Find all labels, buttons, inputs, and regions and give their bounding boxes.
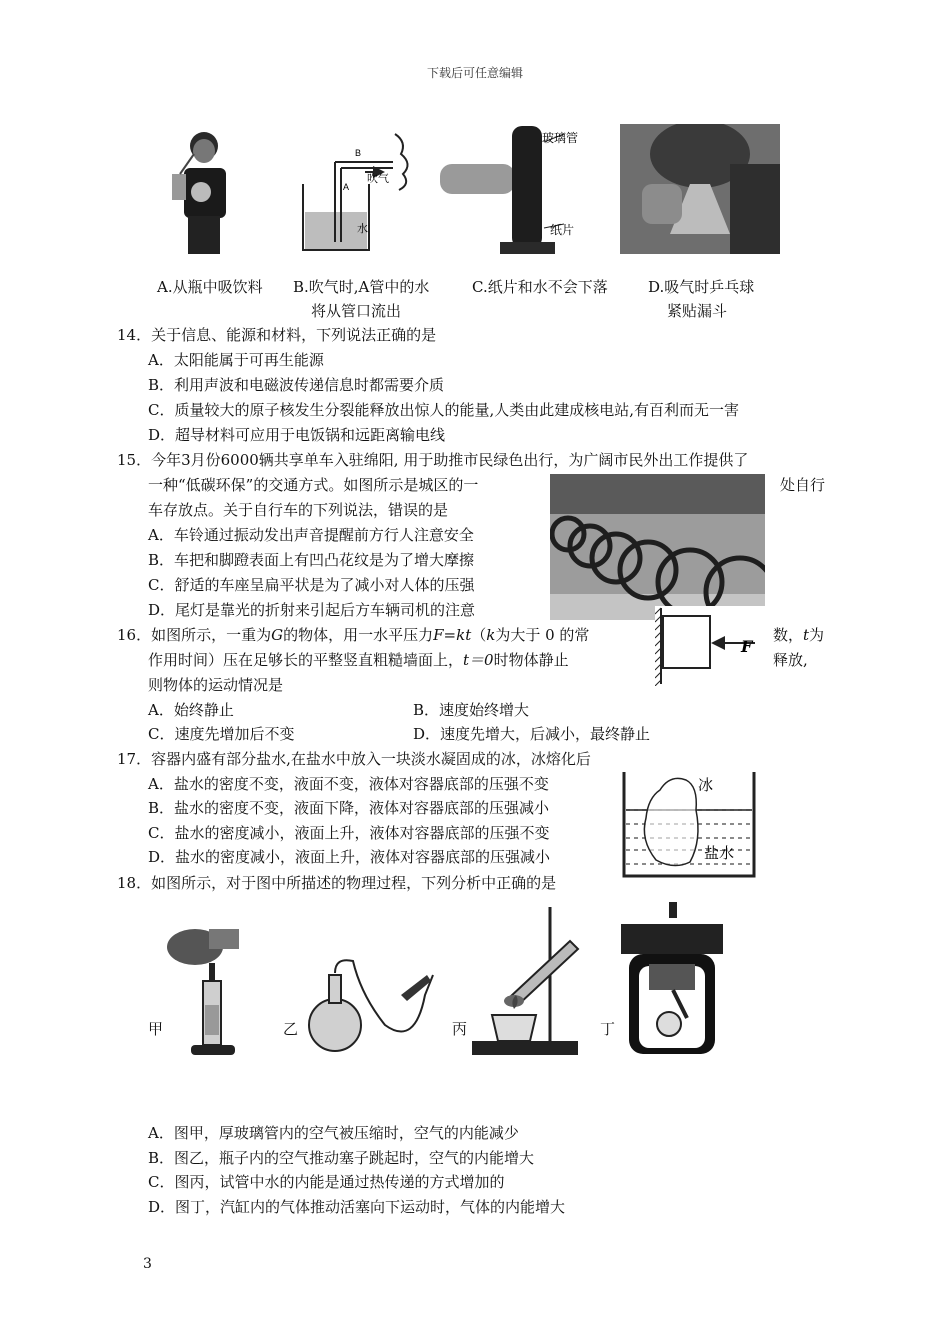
q17-option-c: C．盐水的密度减小，液面上升，液体对容器底部的压强不变 [148, 824, 550, 842]
q15-line1: 15．今年3月份6000辆共享单车入驻绵阳, 用于助推市民绿色出行，为广阔市民外出工作提供了 [117, 451, 749, 469]
label-a: A [343, 182, 350, 192]
q18-stem: 18．如图所示，对于图中所描述的物理过程，下列分析中正确的是 [117, 874, 557, 892]
q16-var-t: t [465, 626, 472, 644]
figure-13d-funnel-photo [620, 124, 780, 254]
caption-b-line1: B.吹气时,A管中的水 [293, 278, 430, 296]
figure-18-jia-compression [165, 925, 245, 1060]
q16-option-d: D．速度先增大，后减小，最终静止 [413, 725, 651, 743]
figure-16-wall-block [655, 606, 770, 686]
q16-line2-right: 释放, [773, 651, 808, 669]
caption-c: C.纸片和水不会下落 [472, 278, 608, 296]
q16-line3: 则物体的运动情况是 [148, 676, 284, 694]
label-ice: 冰 [698, 776, 714, 794]
q18-option-c: C．图丙，试管中水的内能是通过热传递的方式增加的 [148, 1173, 505, 1191]
q15-option-a: A．车铃通过振动发出声音提醒前方行人注意安全 [148, 526, 474, 544]
page-header: 下载后可任意编辑 [426, 66, 523, 80]
q17-stem: 17．容器内盛有部分盐水,在盐水中放入一块淡水凝固成的冰，冰熔化后 [117, 750, 591, 768]
figure-17-container-ice [620, 770, 760, 880]
caption-b-line2: 将从管口流出 [311, 302, 402, 320]
label-b: B [355, 148, 362, 158]
q14-option-c: C．质量较大的原子核发生分裂能释放出惊人的能量,人类由此建成核电站,有百利而无一害 [148, 401, 740, 419]
q17-option-d: D．盐水的密度减小，液面上升，液体对容器底部的压强减小 [148, 848, 551, 866]
figure-13b-blowing-tube [295, 124, 420, 256]
caption-a: A.从瓶中吸饮料 [157, 278, 263, 296]
label-water: 水 [357, 222, 368, 235]
caption-d-line1: D.吸气时乒乓球 [648, 278, 755, 296]
figure-15-bicycles-photo [550, 474, 765, 620]
q16-var-k2: k [486, 626, 496, 644]
q16-line1: 16．如图所示，一重为G的物体，用一水平压力F=kt（k为大于 0 的常 [117, 626, 590, 644]
q18-option-d: D．图丁，汽缸内的气体推动活塞向下运动时，气体的内能增大 [148, 1198, 566, 1216]
q15-option-b: B．车把和脚蹬表面上有凹凸花纹是为了增大摩擦 [148, 551, 475, 569]
figure-13a-child-drinking [160, 124, 250, 256]
fig18-label-jia: 甲 [148, 1020, 164, 1038]
q15-option-d: D．尾灯是靠光的折射来引起后方车辆司机的注意 [148, 601, 476, 619]
q14-stem: 14．关于信息、能源和材料，下列说法正确的是 [117, 326, 437, 344]
q15-option-c: C．舒适的车座呈扁平状是为了减小对人体的压强 [148, 576, 475, 594]
q16-t0: t＝0 [463, 651, 494, 669]
q16-option-c: C．速度先增加后不变 [148, 725, 295, 743]
q18-option-a: A．图甲，厚玻璃管内的空气被压缩时，空气的内能减少 [148, 1124, 519, 1142]
q16-option-b: B．速度始终增大 [413, 701, 530, 719]
figure-18-yi-flask [305, 955, 435, 1055]
fig18-label-ding: 丁 [600, 1020, 616, 1038]
page-number: 3 [143, 1256, 152, 1272]
figure-18-ding-engine [615, 900, 730, 1060]
q14-option-d: D．超导材料可应用于电饭锅和远距离输电线 [148, 426, 446, 444]
q18-option-b: B．图乙，瓶子内的空气推动塞子跳起时，空气的内能增大 [148, 1149, 535, 1167]
label-blow: 吹气 [367, 172, 389, 185]
caption-d-line2: 紧贴漏斗 [667, 302, 728, 320]
q16-line1-right: 数，t为 [773, 626, 825, 644]
q16-line2: 作用时间）压在足够长的平整竖直粗糙墙面上，t＝0时物体静止 [148, 651, 569, 669]
fig18-label-yi: 乙 [283, 1020, 299, 1038]
fig18-label-bing: 丙 [452, 1020, 468, 1038]
figure-13c-glass-tube [440, 124, 590, 256]
q17-option-b: B．盐水的密度不变，液面下降，液体对容器底部的压强减小 [148, 799, 550, 817]
q16-var-t2: t [803, 626, 810, 644]
q14-option-b: B．利用声波和电磁波传递信息时都需要介质 [148, 376, 445, 394]
figure-18-bing-test-tube [470, 905, 580, 1057]
label-paper: 纸片 [550, 223, 575, 237]
label-salt-water: 盐水 [704, 844, 735, 862]
q16-var-k: k [456, 626, 466, 644]
q17-option-a: A．盐水的密度不变，液面不变，液体对容器底部的压强不变 [148, 775, 549, 793]
q16-var-g: G [271, 626, 284, 644]
label-glass-tube: 玻璃管 [542, 131, 579, 145]
q16-var-f: F [433, 626, 444, 644]
q15-line2b: 处自行 [780, 476, 826, 494]
q14-option-a: A．太阳能属于可再生能源 [148, 351, 324, 369]
label-force: F [741, 637, 753, 656]
q15-line3: 车存放点。关于自行车的下列说法，错误的是 [148, 501, 449, 519]
q16-option-a: A．始终静止 [148, 701, 234, 719]
q15-line2a: 一种“低碳环保”的交通方式。如图所示是城区的一 [148, 476, 479, 494]
